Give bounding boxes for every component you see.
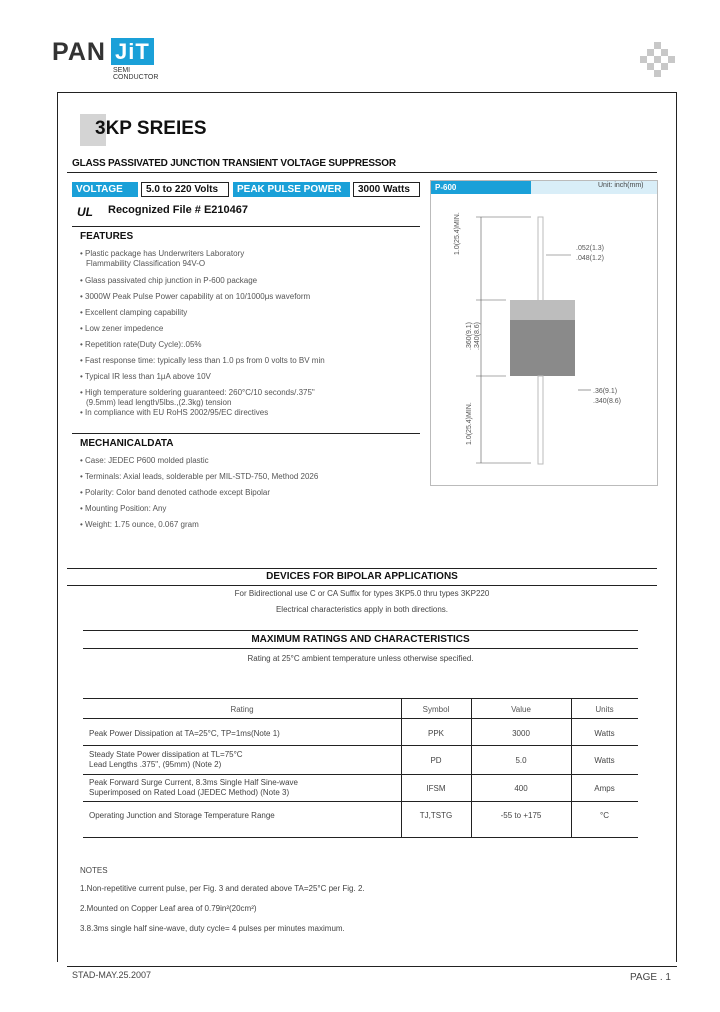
note-item: 1.Non-repetitive current pulse, per Fig. 3 and derated above TA=25°C per Fig. 2. — [80, 884, 365, 893]
table-row-units: °C — [600, 811, 609, 820]
table-row-value: 400 — [514, 784, 528, 793]
notes-heading: NOTES — [80, 866, 108, 875]
dim-body: .360(9.1) — [466, 321, 473, 350]
table-line — [83, 774, 638, 775]
table-row-rating: Peak Forward Surge Current, 8.3ms Single Half Sine-wave Superimposed on Rated Load (JEDEC Method) (Note 3) — [89, 778, 298, 797]
feature-item: • In compliance with EU RoHS 2002/95/EC directives — [80, 408, 269, 417]
note-item: 2.Mounted on Copper Leaf area of 0.79in²(20cm²) — [80, 904, 257, 913]
features-list — [80, 249, 420, 418]
feature-item: • Low zener impedence — [80, 324, 164, 333]
mechanical-divider — [72, 433, 420, 434]
feature-item: • Plastic package has Underwriters Laboratory — [80, 249, 245, 258]
ratings-heading: MAXIMUM RATINGS AND CHARACTERISTICS — [251, 634, 470, 645]
feature-item: (9.5mm) lead length/5lbs.,(2.3kg) tension — [86, 398, 232, 407]
dim-dia2: .340(8.6) — [593, 398, 622, 405]
table-line — [83, 801, 638, 802]
mechanical-list — [80, 456, 420, 530]
dim-lead: .052(1.3) — [576, 245, 605, 252]
table-row-symbol: IFSM — [426, 784, 446, 793]
divider — [67, 172, 657, 173]
bipolar-heading: DEVICES FOR BIPOLAR APPLICATIONS — [266, 571, 458, 582]
voltage-label: VOLTAGE — [72, 182, 138, 197]
logo-subtitle — [113, 67, 158, 81]
footer-page: PAGE . 1 — [630, 972, 671, 983]
dim-dia: .36(9.1) — [593, 388, 618, 395]
bipolar-divider-bottom — [67, 585, 657, 586]
feature-item: • Fast response time: typically less than 1.0 ps from 0 volts to BV min — [80, 356, 325, 365]
table-row-value: 3000 — [512, 729, 530, 738]
footer-divider — [67, 966, 677, 967]
table-row-units: Amps — [594, 784, 615, 793]
package-name: P-600 — [431, 181, 531, 194]
ratings-divider-bottom — [83, 648, 638, 649]
subtitle: GLASS PASSIVATED JUNCTION TRANSIENT VOLTAGE SUPPRESSOR — [72, 158, 396, 169]
mechanical-item: • Case: JEDEC P600 molded plastic — [80, 456, 209, 465]
feature-item: • 3000W Peak Pulse Power capability at on 10/1000μs waveform — [80, 292, 311, 301]
voltage-value: 5.0 to 220 Volts — [141, 182, 229, 197]
mechanical-item: • Weight: 1.75 ounce, 0.067 gram — [80, 520, 199, 529]
unit-label: Unit: inch(mm) — [598, 182, 644, 189]
bipolar-divider-top — [67, 568, 657, 569]
mechanical-item: • Polarity: Color band denoted cathode except Bipolar — [80, 488, 271, 497]
ratings-table — [83, 698, 638, 838]
mechanical-item: • Mounting Position: Any — [80, 504, 167, 513]
table-row-rating: Operating Junction and Storage Temperature Range — [89, 811, 275, 820]
feature-item: • Typical IR less than 1μA above 10V — [80, 372, 211, 381]
dim-bottom: 1.0(25.4)MIN. — [466, 402, 473, 445]
page-title: 3KP SREIES — [95, 118, 207, 139]
logo-jit: JiT — [111, 38, 154, 65]
col-symbol: Symbol — [422, 705, 450, 714]
power-value: 3000 Watts — [353, 182, 420, 197]
bipolar-line2: Electrical characteristics apply in both directions. — [275, 605, 449, 614]
feature-item: • Glass passivated chip junction in P-600 package — [80, 276, 258, 285]
table-row-rating: Peak Power Dissipation at TA=25°C, TP=1ms(Note 1) — [89, 729, 280, 738]
features-divider — [72, 226, 420, 227]
table-line — [83, 698, 638, 699]
logo-sub2: CONDUCTOR — [113, 74, 159, 81]
note-item: 3.8.3ms single half sine-wave, duty cycle= 4 pulses per minutes maximum. — [80, 924, 345, 933]
table-row-units: Watts — [594, 756, 615, 765]
table-row-symbol: TJ,TSTG — [419, 811, 453, 820]
table-row-rating: Steady State Power dissipation at TL=75°C Lead Lengths .375", (95mm) (Note 2) — [89, 750, 243, 769]
ratings-sub: Rating at 25°C ambient temperature unless otherwise specified. — [247, 654, 474, 663]
table-row-value: 5.0 — [515, 756, 527, 765]
decorative-dots — [640, 42, 676, 78]
recognized-file: Recognized File # E210467 — [108, 204, 249, 216]
dim-lead2: .048(1.2) — [576, 255, 605, 262]
dim-top: 1.0(25.4)MIN. — [454, 212, 461, 255]
table-row-symbol: PD — [430, 756, 442, 765]
table-line — [83, 718, 638, 719]
table-row-value: -55 to +175 — [500, 811, 542, 820]
bipolar-line1: For Bidirectional use C or CA Suffix for types 3KP5.0 thru types 3KP220 — [234, 589, 490, 598]
table-row-units: Watts — [594, 729, 615, 738]
diode-drawing — [431, 195, 657, 485]
table-line — [83, 745, 638, 746]
footer-date: STAD-MAY.25.2007 — [72, 970, 152, 980]
dim-body2: .340(8.6) — [474, 321, 481, 350]
mechanical-item: • Terminals: Axial leads, solderable per MIL-STD-750, Method 2026 — [80, 472, 319, 481]
power-label: PEAK PULSE POWER — [233, 182, 350, 197]
features-heading: FEATURES — [80, 231, 134, 242]
table-row-symbol: PPK — [427, 729, 444, 738]
logo-pan: PAN — [52, 38, 106, 66]
col-rating: Rating — [230, 705, 254, 714]
table-line — [83, 837, 638, 838]
col-value: Value — [511, 705, 531, 714]
mechanical-heading: MECHANICALDATA — [80, 438, 174, 449]
feature-item: Flammability Classification 94V-O — [86, 259, 206, 268]
feature-item: • Excellent clamping capability — [80, 308, 188, 317]
col-units: Units — [595, 705, 614, 714]
ul-logo: UL — [77, 205, 93, 219]
feature-item: • High temperature soldering guaranteed: 260°C/10 seconds/.375" — [80, 388, 315, 397]
logo-sub1: SEMI — [113, 67, 131, 74]
ratings-divider-top — [83, 630, 638, 631]
feature-item: • Repetition rate(Duty Cycle):.05% — [80, 340, 202, 349]
